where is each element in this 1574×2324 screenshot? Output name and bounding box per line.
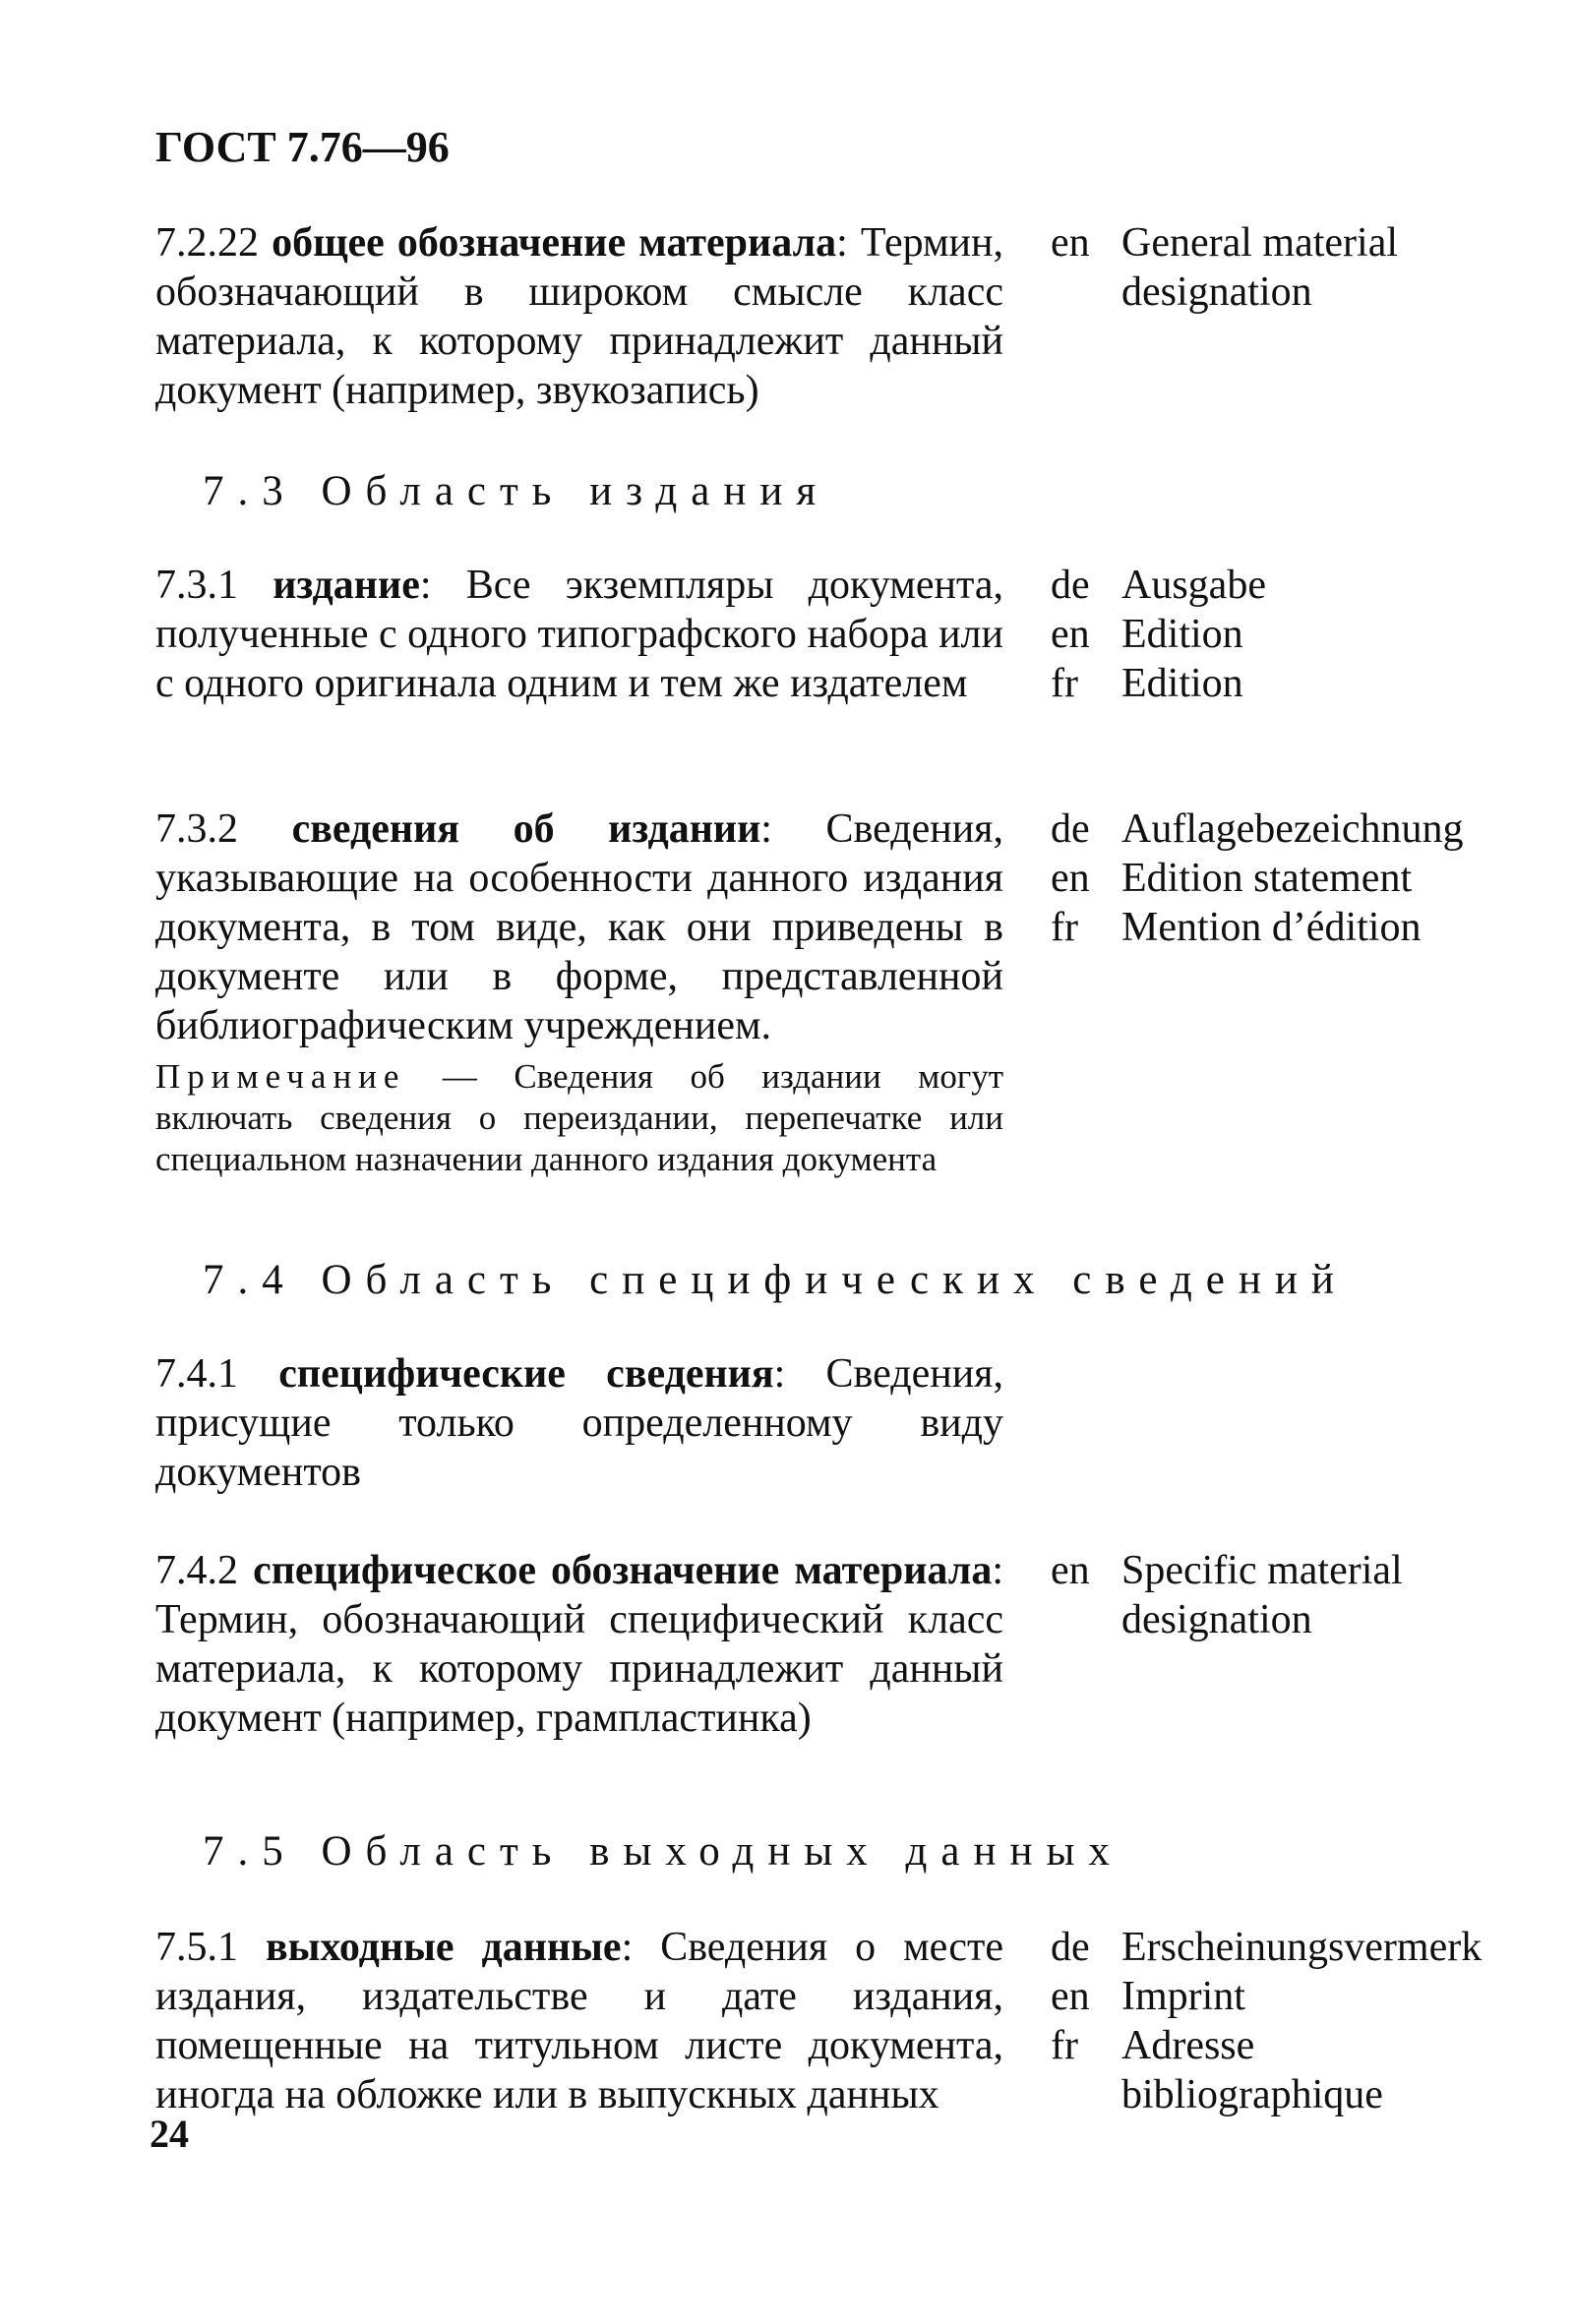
translation-row — [1051, 1923, 1574, 1972]
section-heading-7-3: 7.3 Область издания — [203, 468, 830, 514]
language-code: de — [1051, 1925, 1090, 1970]
translation-term: Mention d’édition — [1121, 905, 1422, 950]
translation-row — [1051, 218, 1574, 317]
note-text: — Сведения об издании могут включать сведения о переиздании, перепечатке или специальном назначении данного издания документа — [155, 1057, 1003, 1178]
term-definition — [155, 804, 1003, 1180]
term-definition — [155, 561, 1003, 708]
translation-row — [1051, 804, 1574, 854]
term-number: 7.2.22 — [155, 220, 259, 266]
translation-row — [1051, 1972, 1574, 2021]
note-label: Примечание — [155, 1057, 406, 1096]
term-text: : Сведения о месте издания, издательстве и дате издания, помещенные на титульном листе документа, иногда на обложке или в выпускных данных — [155, 1925, 1004, 2117]
language-code: en — [1051, 220, 1090, 266]
term-note — [155, 1056, 1003, 1180]
translation-row — [1051, 903, 1574, 952]
language-code: en — [1051, 1974, 1090, 2019]
term-number: 7.5.1 — [155, 1925, 238, 1970]
translation-term: Imprint — [1121, 1974, 1245, 2019]
translation-term: Edition statement — [1121, 856, 1413, 901]
term-text: : Термин, обозначающий в широком смысле класс материала, к которому принадлежит данный документ (например, звукозапись) — [155, 220, 1004, 413]
translation-term: Specific material designation — [1121, 1548, 1403, 1642]
page-header: ГОСТ 7.76—96 — [155, 123, 450, 171]
language-code: en — [1051, 612, 1090, 657]
language-code: fr — [1051, 2023, 1078, 2068]
section-heading-7-4: 7.4 Область специфических сведений — [203, 1257, 1348, 1303]
term-number: 7.4.2 — [155, 1548, 238, 1593]
language-code: fr — [1051, 661, 1078, 706]
language-code: fr — [1051, 905, 1078, 950]
term-translations — [1051, 1923, 1574, 2119]
translation-row — [1051, 561, 1574, 610]
language-code: de — [1051, 563, 1090, 608]
term-translations — [1051, 218, 1574, 317]
term-name: выходные данные — [265, 1925, 622, 1970]
translation-term: General material designation — [1121, 220, 1398, 315]
term-definition — [155, 218, 1003, 415]
term-definition — [155, 1349, 1003, 1497]
translation-row — [1051, 2021, 1574, 2119]
language-code: en — [1051, 856, 1090, 901]
term-name: специфические сведения — [278, 1351, 774, 1397]
translation-term: Erscheinungsvermerk — [1121, 1925, 1483, 1970]
term-name: общее обозначение материала — [272, 220, 837, 266]
page-number: 24 — [150, 2112, 189, 2156]
section-heading-7-5: 7.5 Область выходных данных — [203, 1828, 1123, 1875]
term-translations — [1051, 561, 1574, 708]
term-definition — [155, 1923, 1003, 2119]
term-text: : Все экземпляры документа, полученные с одного типографского набора или с одного оригинала одним и тем же издателем — [155, 563, 1003, 706]
term-number: 7.3.2 — [155, 806, 238, 852]
language-code: de — [1051, 806, 1090, 852]
translation-term: Edition — [1121, 661, 1243, 706]
translation-row — [1051, 659, 1574, 708]
term-text: : Термин, обозначающий специфический класс материала, к которому принадлежит данный документ (например, грампластинка) — [155, 1548, 1004, 1741]
term-translations — [1051, 1546, 1574, 1644]
term-text: : Сведения, указывающие на особенности данного издания документа, в том виде, как они приведены в документе или в форме, представленной библиографическим учреждением. — [155, 806, 1004, 1048]
term-number: 7.4.1 — [155, 1351, 238, 1397]
translation-term: Ausgabe — [1121, 563, 1266, 608]
translation-term: Auflagebezeichnung — [1121, 806, 1464, 852]
translation-row — [1051, 610, 1574, 659]
term-text: : Сведения, присущие только определенному виду документов — [155, 1351, 1004, 1495]
term-definition — [155, 1546, 1003, 1743]
translation-row — [1051, 854, 1574, 903]
translation-row — [1051, 1546, 1574, 1644]
term-translations — [1051, 804, 1574, 952]
term-name: специфическое обозначение материала — [253, 1548, 993, 1593]
term-name: издание — [272, 563, 420, 608]
term-number: 7.3.1 — [155, 563, 238, 608]
language-code: en — [1051, 1548, 1090, 1593]
translation-term: Edition — [1121, 612, 1243, 657]
translation-term: Adresse bibliographique — [1121, 2023, 1383, 2117]
term-name: сведения об издании — [291, 806, 761, 852]
